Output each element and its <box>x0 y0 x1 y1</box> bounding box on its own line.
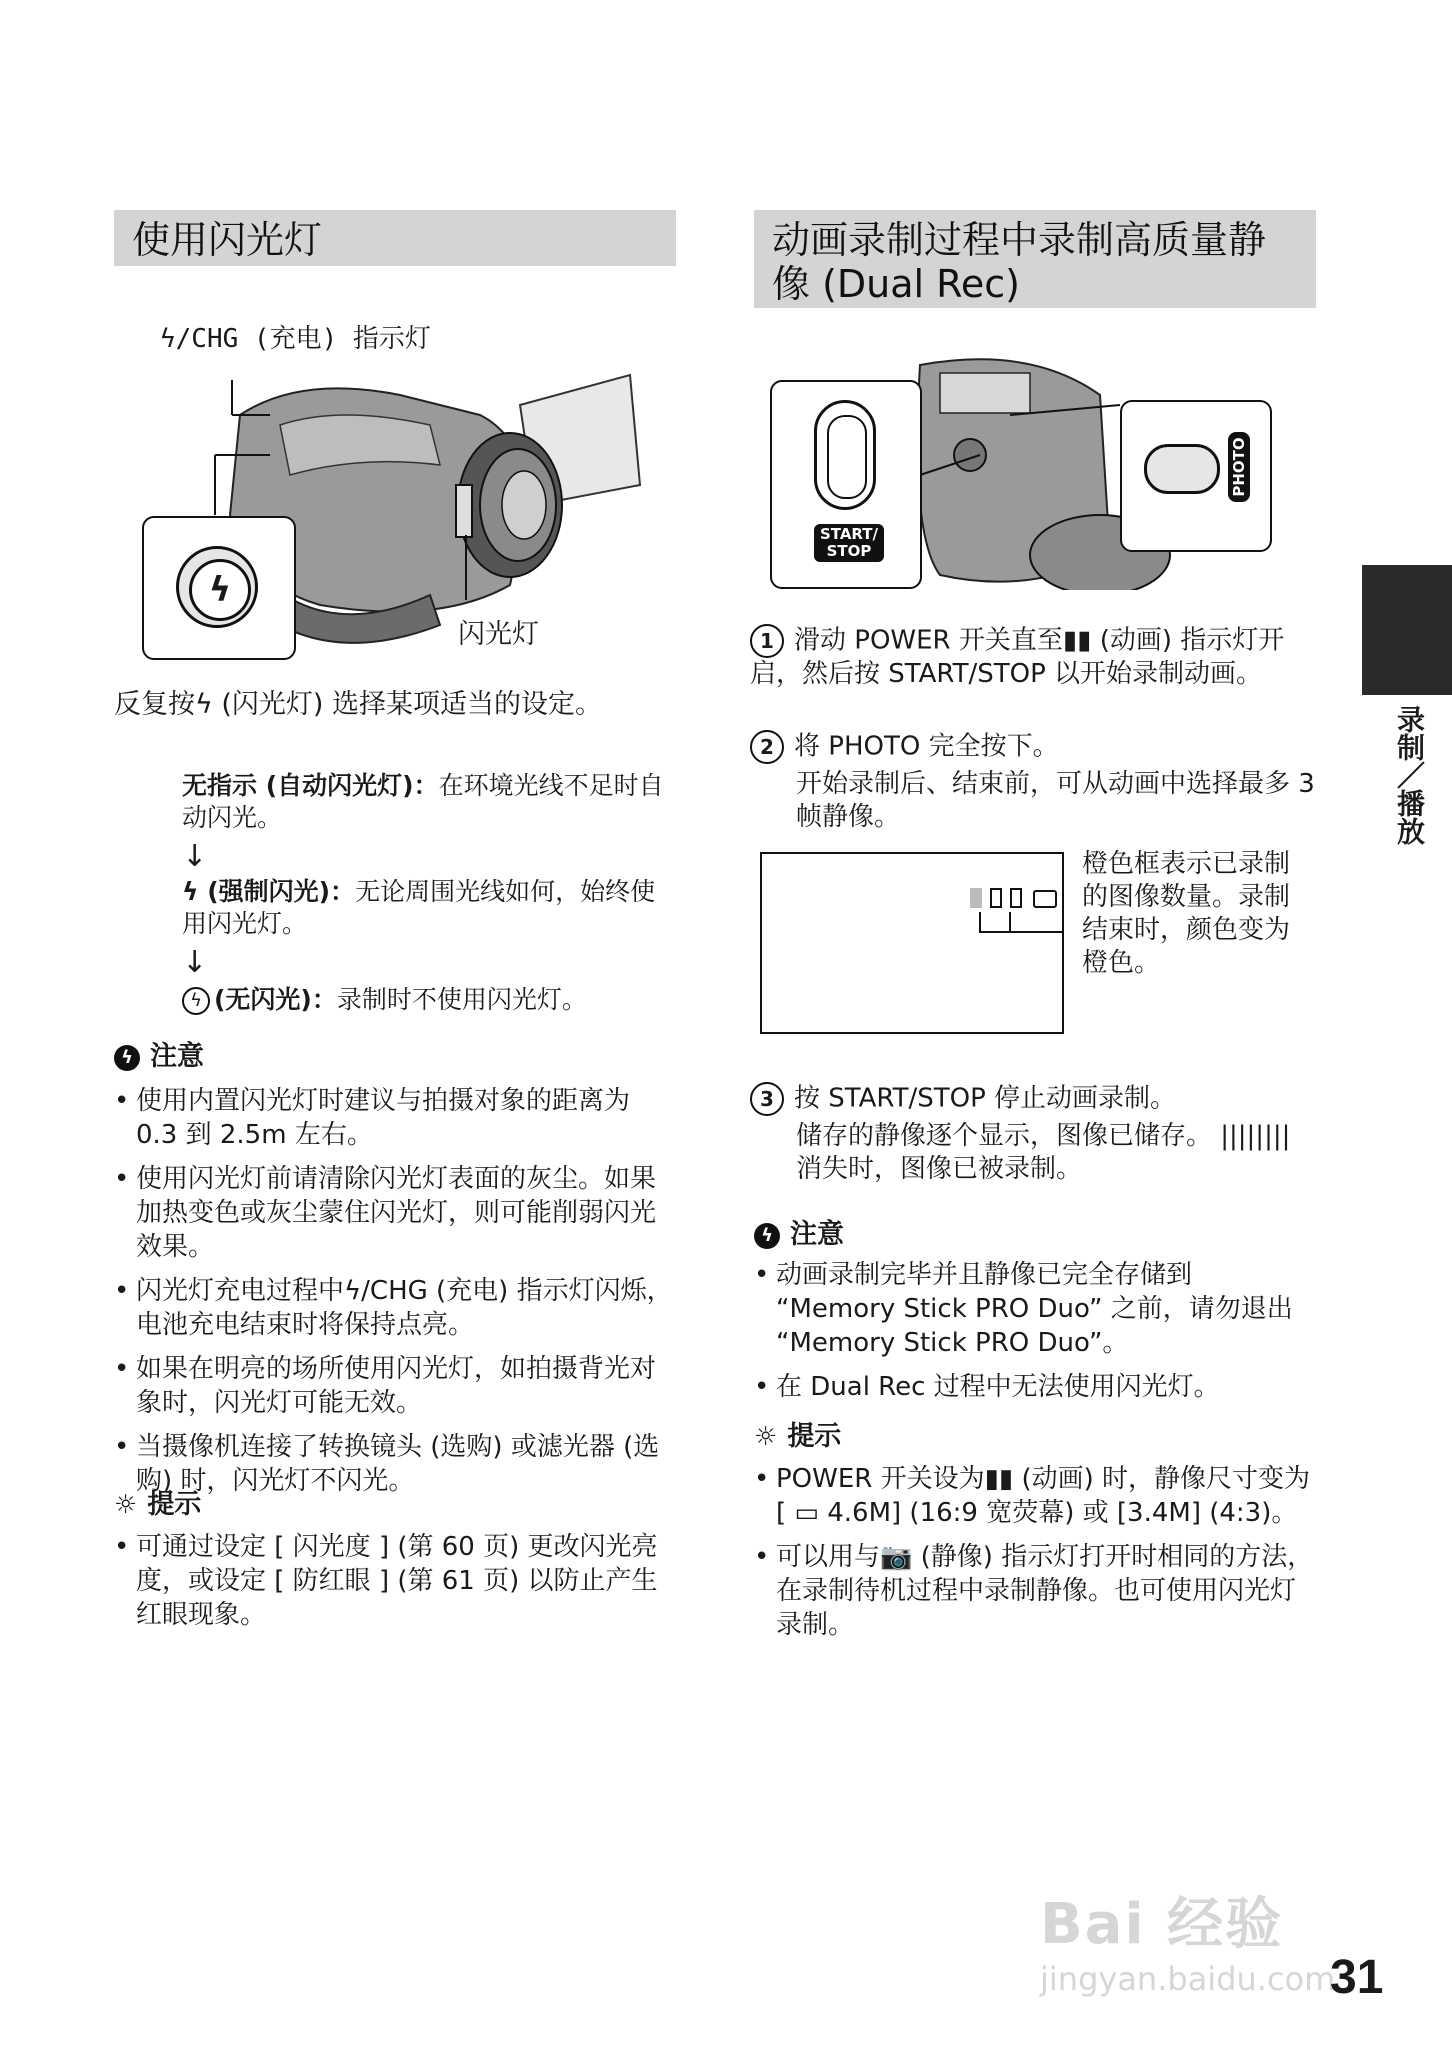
tip-list <box>754 1462 1314 1652</box>
step-2-detail: 开始录制后、结束前，可从动画中选择最多 3 帧静像。 <box>796 769 1315 832</box>
step-3-detail: 储存的静像逐个显示，图像已储存。 ||||||||消失时，图像已被录制。 <box>796 1121 1291 1184</box>
start-stop-label: START/ STOP <box>814 524 884 562</box>
notice-heading: ϟ 注意 <box>114 1040 204 1074</box>
flash-mode-off: ϟ (无闪光)：录制时不使用闪光灯。 <box>182 984 672 1016</box>
tip-heading: ☼ 提示 <box>114 1489 202 1520</box>
list-item: • 使用闪光灯前请清除闪光灯表面的灰尘。如果加热变色或灰尘蒙住闪光灯，则可能削弱闪光效果。 <box>114 1162 674 1264</box>
notice-icon: ϟ <box>114 1045 140 1071</box>
list-item: • 可以用与📷 (静像) 指示灯打开时相同的方法，在录制待机过程中录制静像。也可使用闪光灯录制。 <box>754 1540 1314 1642</box>
list-item: • 可通过设定 [ 闪光度 ] (第 60 页) 更改闪光亮度，或设定 [ 防红眼 ] (第 61 页) 以防止产生红眼现象。 <box>114 1530 674 1632</box>
photo-inset <box>1120 400 1272 552</box>
flash-mode-forced: ϟ (强制闪光)：无论周围光线如何，始终使用闪光灯。 <box>182 877 656 938</box>
list-item: • 如果在明亮的场所使用闪光灯，如拍摄背光对象时，闪光灯可能无效。 <box>114 1352 674 1420</box>
chg-indicator-callout: ϟ/CHG (充电) 指示灯 <box>160 324 431 354</box>
dual-rec-illustration <box>770 355 1270 590</box>
flash-intro-text: 反复按ϟ (闪光灯) 选择某项适当的设定。 <box>114 689 603 720</box>
flash-mode-list <box>182 770 672 1016</box>
no-flash-icon: ϟ <box>182 987 210 1015</box>
lightbulb-icon: ☼ <box>754 1422 778 1452</box>
list-item: • 闪光灯充电过程中ϟ/CHG (充电) 指示灯闪烁，电池充电结束时将保持点亮。 <box>114 1274 674 1342</box>
list-item: • 动画录制完毕并且静像已完全存储到 “Memory Stick PRO Duo” 之前，请勿退出 “Memory Stick PRO Duo”。 <box>754 1258 1314 1360</box>
notice-list <box>754 1258 1314 1414</box>
step-2: 2 将 PHOTO 完全按下。 <box>750 730 1320 764</box>
frame-caption: 橙色框表示已录制的图像数量。录制结束时，颜色变为橙色。 <box>1082 849 1291 978</box>
watermark-url: jingyan.baidu.com <box>1040 1960 1336 1998</box>
step-number: 2 <box>750 730 784 764</box>
side-tab-block <box>1362 565 1452 695</box>
notice-heading: ϟ 注意 <box>754 1218 844 1252</box>
step-3: 3 按 START/STOP 停止动画录制。 <box>750 1082 1320 1116</box>
photo-label: PHOTO <box>1228 432 1250 502</box>
down-arrow-icon: ↓ <box>182 945 208 980</box>
list-item: • 当摄像机连接了转换镜头 (选购) 或滤光器 (选购) 时，闪光灯不闪光。 <box>114 1430 674 1498</box>
tip-list <box>114 1530 674 1642</box>
lightbulb-icon: ☼ <box>114 1490 138 1520</box>
side-tab-label: 录制／播放 <box>1393 705 1426 845</box>
flash-button-icon: ϟ <box>176 546 258 628</box>
flash-mode-auto: 无指示 (自动闪光灯)：在环境光线不足时自动闪光。 <box>182 771 664 832</box>
step-number: 1 <box>750 624 784 658</box>
section-heading-dual-rec: 动画录制过程中录制高质量静像 (Dual Rec) <box>754 210 1316 308</box>
start-stop-inset <box>770 380 922 589</box>
list-item: • 使用内置闪光灯时建议与拍摄对象的距离为 0.3 到 2.5m 左右。 <box>114 1084 674 1152</box>
list-item: • 在 Dual Rec 过程中无法使用闪光灯。 <box>754 1370 1314 1404</box>
page-number: 31 <box>1330 1951 1384 2004</box>
flash-callout: 闪光灯 <box>458 619 539 650</box>
flash-button-inset <box>142 516 296 660</box>
section-heading-flash: 使用闪光灯 <box>114 210 676 266</box>
watermark-logo: Bai 经验 <box>1040 1892 1284 1957</box>
lcd-frame-diagram <box>760 852 1064 1034</box>
down-arrow-icon: ↓ <box>182 839 208 874</box>
list-item: • POWER 开关设为▮▮ (动画) 时，静像尺寸变为 [ ▭ 4.6M] (16:9 宽荧幕) 或 [3.4M] (4:3)。 <box>754 1462 1314 1530</box>
step-1: 1 滑动 POWER 开关直至▮▮ (动画) 指示灯开启，然后按 START/STOP 以开始录制动画。 <box>750 625 1285 689</box>
step-number: 3 <box>750 1082 784 1116</box>
start-stop-button-icon <box>814 400 876 510</box>
tip-heading: ☼ 提示 <box>754 1421 842 1452</box>
notice-icon: ϟ <box>754 1223 780 1249</box>
photo-button-icon <box>1144 444 1220 494</box>
notice-list <box>114 1084 674 1508</box>
